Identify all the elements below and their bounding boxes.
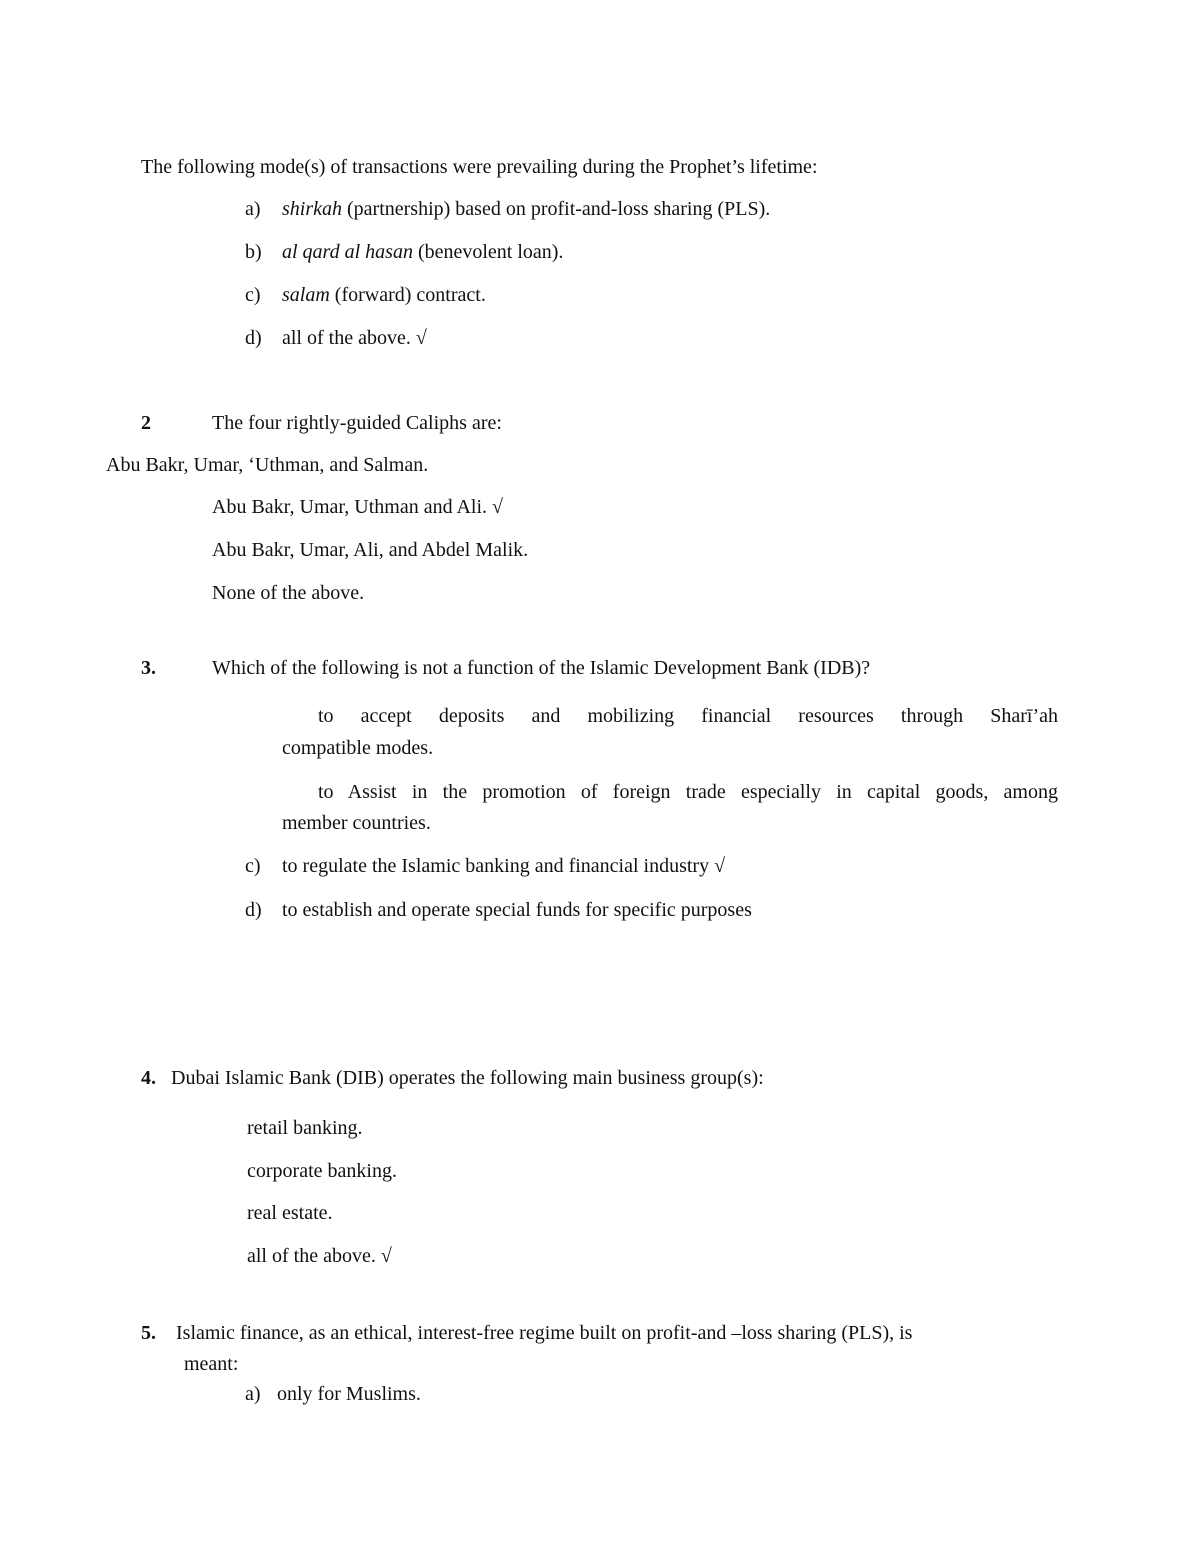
q4-option-a: retail banking. [247, 1117, 363, 1139]
q2-option-c: Abu Bakr, Umar, Ali, and Abdel Malik. [212, 539, 529, 561]
q5-question-line1: Islamic finance, as an ethical, interest-free regime built on profit-and –loss sharing (PLS), is [176, 1322, 913, 1344]
q3-option-d-text: to establish and operate special funds for specific purposes [282, 899, 752, 921]
q2-option-a: Abu Bakr, Umar, ‘Uthman, and Salman. [106, 454, 429, 476]
q4-question: Dubai Islamic Bank (DIB) operates the following main business group(s): [171, 1067, 764, 1089]
q3-question: Which of the following is not a function of the Islamic Development Bank (IDB)? [212, 657, 871, 679]
q3-option-c-label: c) [245, 855, 261, 877]
q1-option-b-rest: (benevolent loan). [412, 241, 564, 263]
q1-option-b-label: b) [245, 241, 262, 263]
q1-option-b-text [282, 240, 563, 264]
q1-option-b-term: al qard al hasan [282, 241, 413, 263]
q3-number: 3. [141, 657, 156, 679]
q1-option-a-term: shirkah [282, 198, 342, 220]
q2-option-b: Abu Bakr, Umar, Uthman and Ali. √ [212, 496, 503, 518]
q1-option-d-label: d) [245, 327, 262, 349]
q1-option-a-label: a) [245, 198, 261, 220]
q4-option-c: real estate. [247, 1202, 333, 1224]
q1-option-a-text [282, 197, 770, 221]
q1-question: The following mode(s) of transactions were prevailing during the Prophet’s lifetime: [141, 156, 818, 178]
q3-option-b-line1: to Assist in the promotion of foreign trade especially in capital goods, among [318, 781, 1058, 803]
q1-option-c-term: salam [282, 284, 330, 306]
q4-option-b: corporate banking. [247, 1160, 397, 1182]
q3-option-b-line2: member countries. [282, 812, 431, 834]
q4-option-d: all of the above. √ [247, 1245, 392, 1267]
q5-option-a-label: a) [245, 1383, 261, 1405]
q1-option-c-text [282, 283, 486, 307]
q3-option-d-label: d) [245, 899, 262, 921]
q1-option-c-rest: (forward) contract. [329, 284, 486, 306]
q2-question: The four rightly-guided Caliphs are: [212, 412, 502, 434]
q2-number: 2 [141, 412, 151, 434]
q1-option-c-label: c) [245, 284, 261, 306]
q2-option-d: None of the above. [212, 582, 365, 604]
q5-option-a-text: only for Muslims. [277, 1383, 421, 1405]
q3-option-a-line1: to accept deposits and mobilizing financial resources through Sharī’ah [318, 705, 1058, 727]
q3-option-a-line2: compatible modes. [282, 737, 434, 759]
q3-option-c-text: to regulate the Islamic banking and financial industry √ [282, 855, 726, 877]
q1-option-a-rest: (partnership) based on profit-and-loss sharing (PLS). [342, 198, 771, 220]
q5-number: 5. [141, 1322, 156, 1344]
q4-number: 4. [141, 1067, 156, 1089]
q1-option-d-text: all of the above. √ [282, 327, 427, 349]
q5-question-line2: meant: [184, 1353, 239, 1375]
